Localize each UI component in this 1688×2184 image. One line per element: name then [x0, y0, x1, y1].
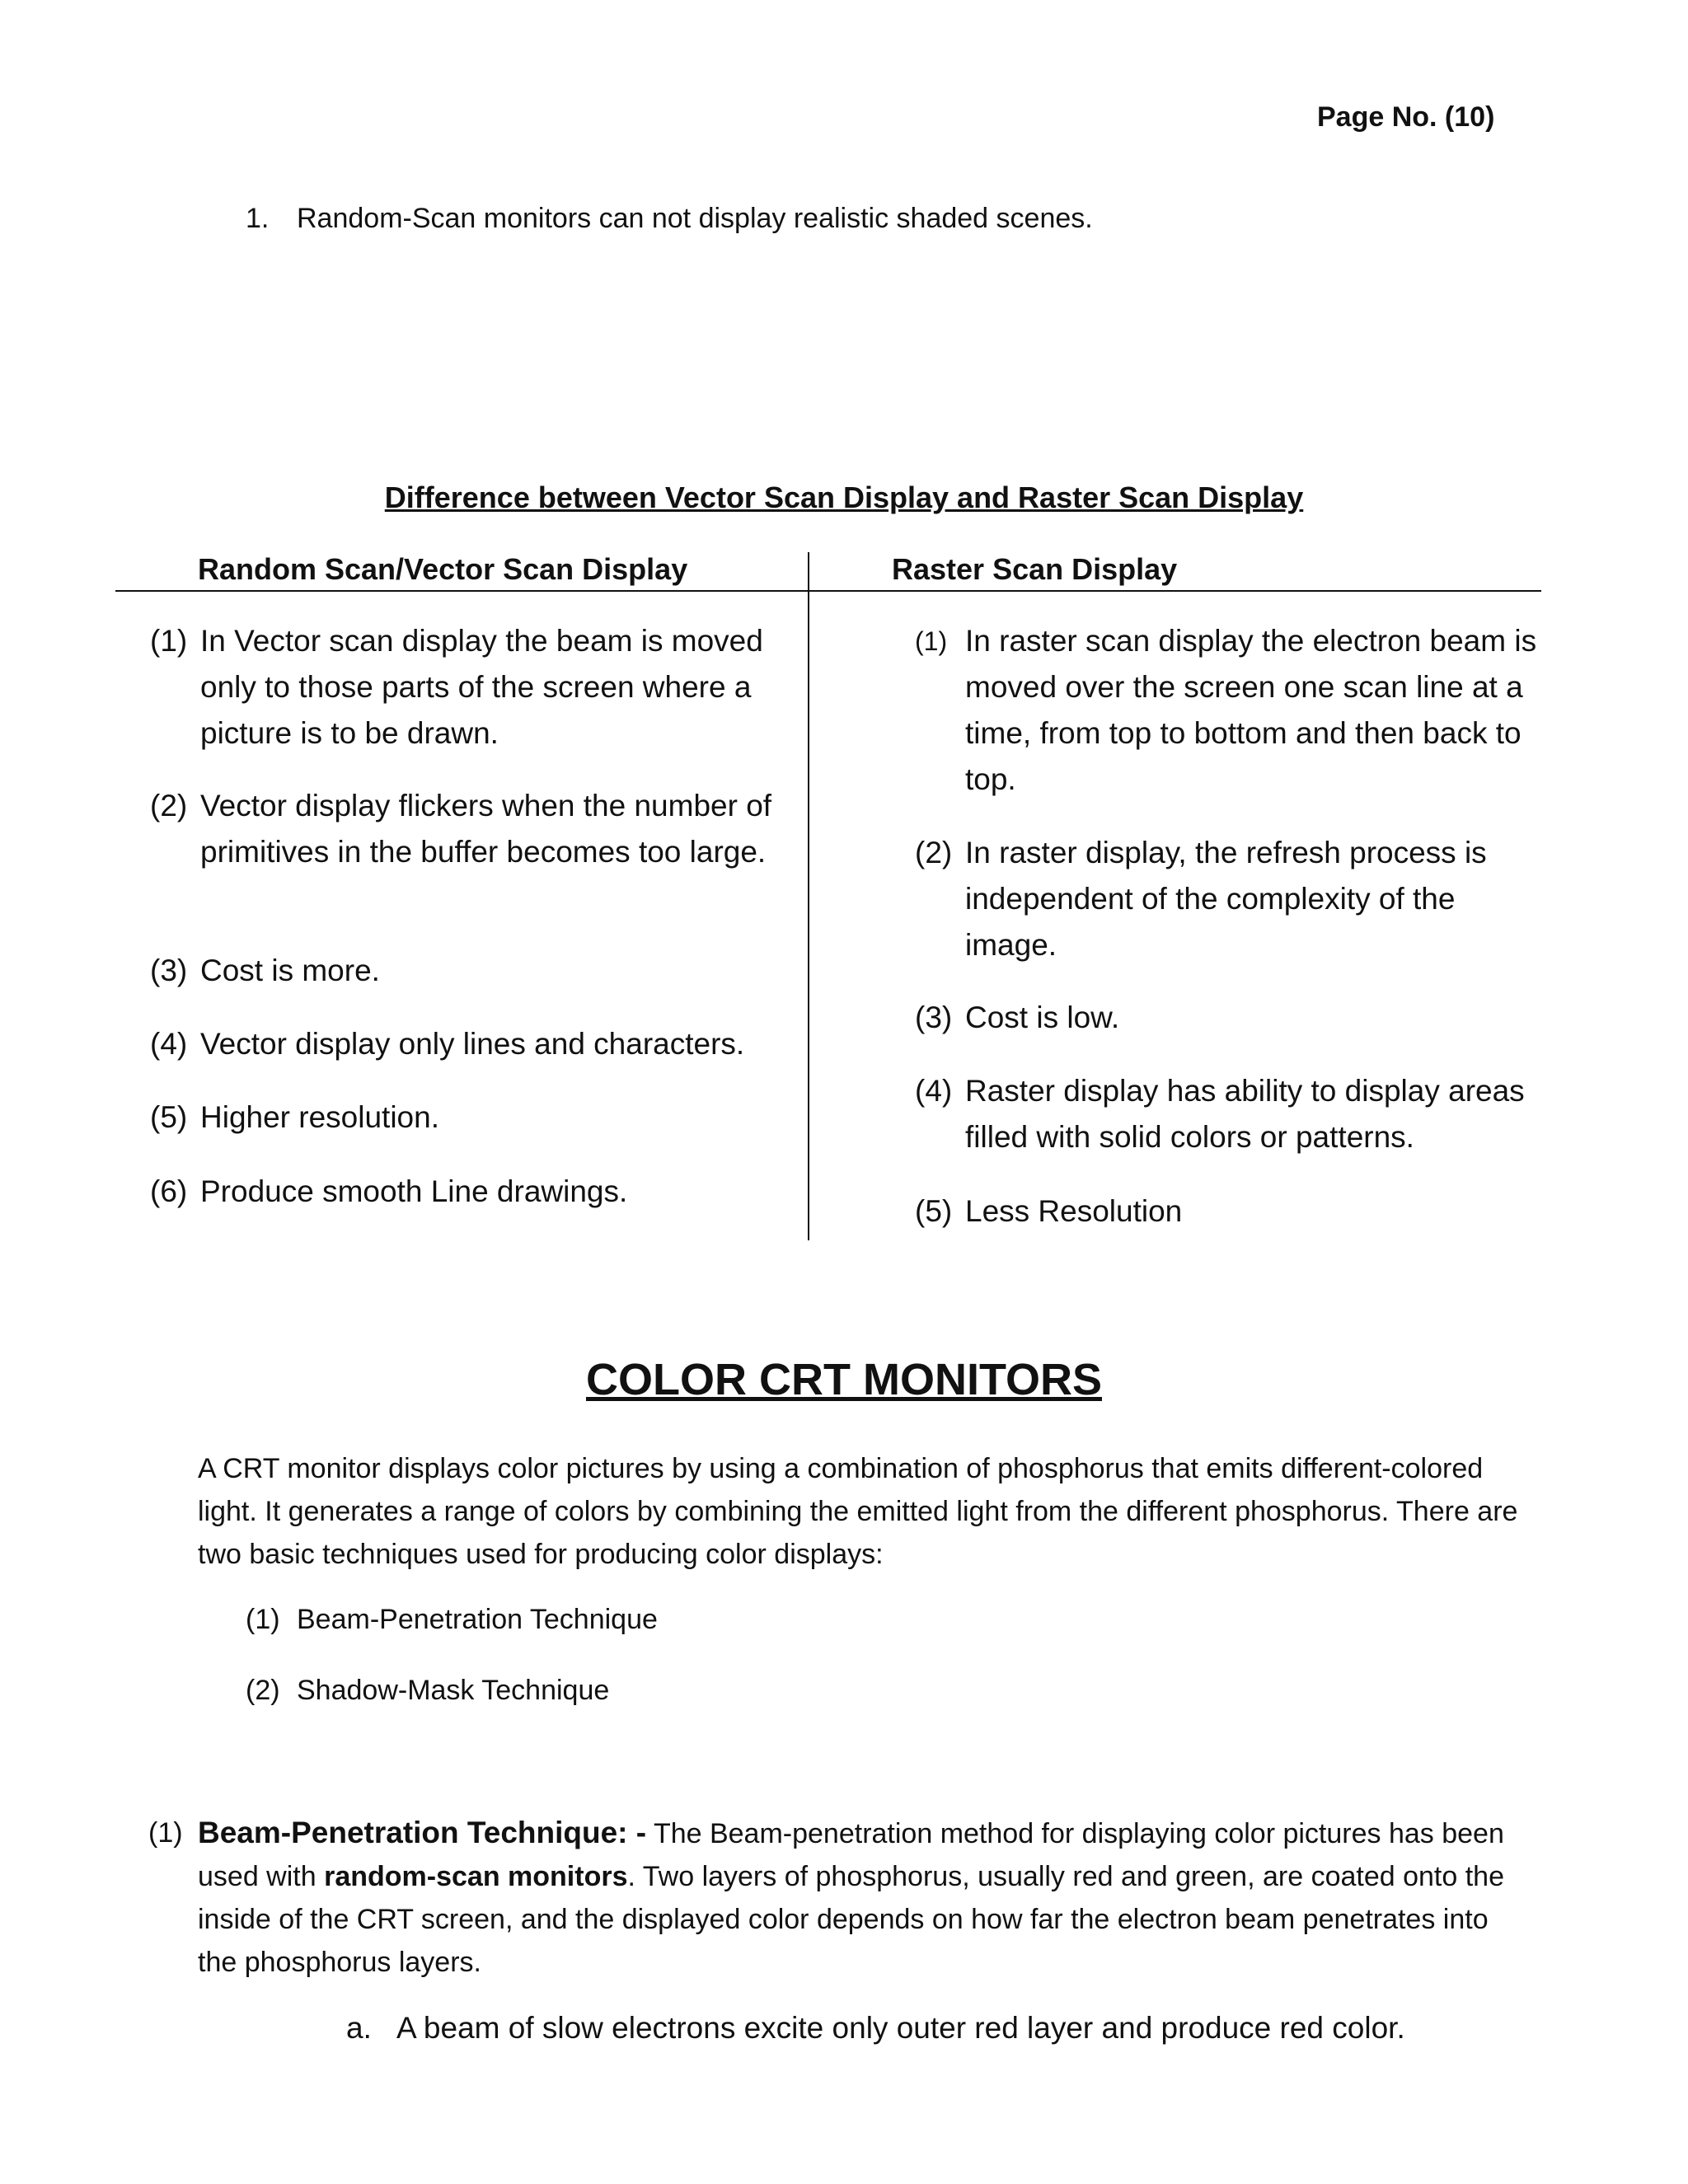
column-divider [808, 552, 809, 1240]
comparison-title: Difference between Vector Scan Display and Raster Scan Display [384, 480, 1304, 514]
right-list-item-number: (1) [915, 626, 948, 656]
technique-list-item-text: Beam-Penetration Technique [297, 1604, 658, 1635]
right-list-item-text: Raster display has ability to display areas filled with solid colors or patterns. [965, 1074, 1525, 1154]
left-list-item-text: Higher resolution. [200, 1100, 439, 1134]
comparison-left-header: Random Scan/Vector Scan Display [198, 552, 688, 586]
technique-list-item-number: (1) [246, 1604, 280, 1635]
comparison-right-header: Raster Scan Display [892, 552, 1178, 586]
beam-penetration-text-1: The Beam-penetration method for displaying color pictures has been used with [198, 1818, 1504, 1892]
left-list-item-text: Produce smooth Line drawings. [200, 1174, 628, 1208]
beam-penetration-paragraph [198, 1811, 1533, 1984]
sub-list-item-marker: a. [346, 2011, 372, 2045]
page-number: Page No. (10) [1317, 101, 1495, 133]
section-title: COLOR CRT MONITORS [586, 1355, 1102, 1404]
right-list-item-number: (2) [915, 836, 953, 869]
header-divider [115, 590, 1541, 592]
left-list-item-text: Cost is more. [200, 954, 380, 987]
left-list-item-text: Vector display only lines and characters. [200, 1027, 745, 1061]
sub-list-item-text: A beam of slow electrons excite only outer red layer and produce red color. [396, 2011, 1405, 2045]
technique-list-item-text: Shadow-Mask Technique [297, 1675, 610, 1706]
left-list-item-number: (5) [150, 1100, 188, 1134]
right-list-item-text: In raster display, the refresh process is independent of the complexity of the image. [965, 836, 1487, 962]
left-list-item-number: (1) [150, 624, 188, 658]
beam-penetration-heading: Beam-Penetration Technique: - [198, 1816, 647, 1849]
section-paragraph: A CRT monitor displays color pictures by using a combination of phosphorus that emits different-colored light. It generates a range of colors by combining the emitted light from the different phosphorus. There are two basic techniques used for producing color displays: [198, 1453, 1518, 1570]
right-list-item-text: Cost is low. [965, 1001, 1120, 1034]
left-list-item-number: (6) [150, 1174, 188, 1208]
left-list-item-number: (2) [150, 789, 188, 823]
left-list-item-text: In Vector scan display the beam is moved only to those parts of the screen where a picture is to be drawn. [200, 624, 763, 750]
right-list-item-number: (3) [915, 1001, 953, 1034]
technique-list-item-number: (2) [246, 1675, 280, 1706]
right-list-item-text: In raster scan display the electron beam is moved over the screen one scan line at a time, from top to bottom and then back to top. [965, 624, 1537, 796]
beam-penetration-number: (1) [148, 1817, 183, 1849]
left-list-item-number: (3) [150, 954, 188, 987]
beam-penetration-bold-term: random-scan monitors [324, 1861, 628, 1892]
list-item-number: 1. [246, 203, 270, 234]
left-list-item-number: (4) [150, 1027, 188, 1061]
list-item-text: Random-Scan monitors can not display realistic shaded scenes. [297, 203, 1093, 234]
right-list-item-number: (5) [915, 1194, 953, 1228]
beam-penetration-text-2: . Two layers of phosphorus, usually red and green, are coated onto the inside of the CRT screen, and the displayed color depends on how far the electron beam penetrates into the phosphorus layers. [198, 1861, 1504, 1978]
right-list-item-text: Less Resolution [965, 1194, 1183, 1228]
left-list-item-text: Vector display flickers when the number of primitives in the buffer becomes too large. [200, 789, 772, 869]
right-list-item-number: (4) [915, 1074, 953, 1108]
